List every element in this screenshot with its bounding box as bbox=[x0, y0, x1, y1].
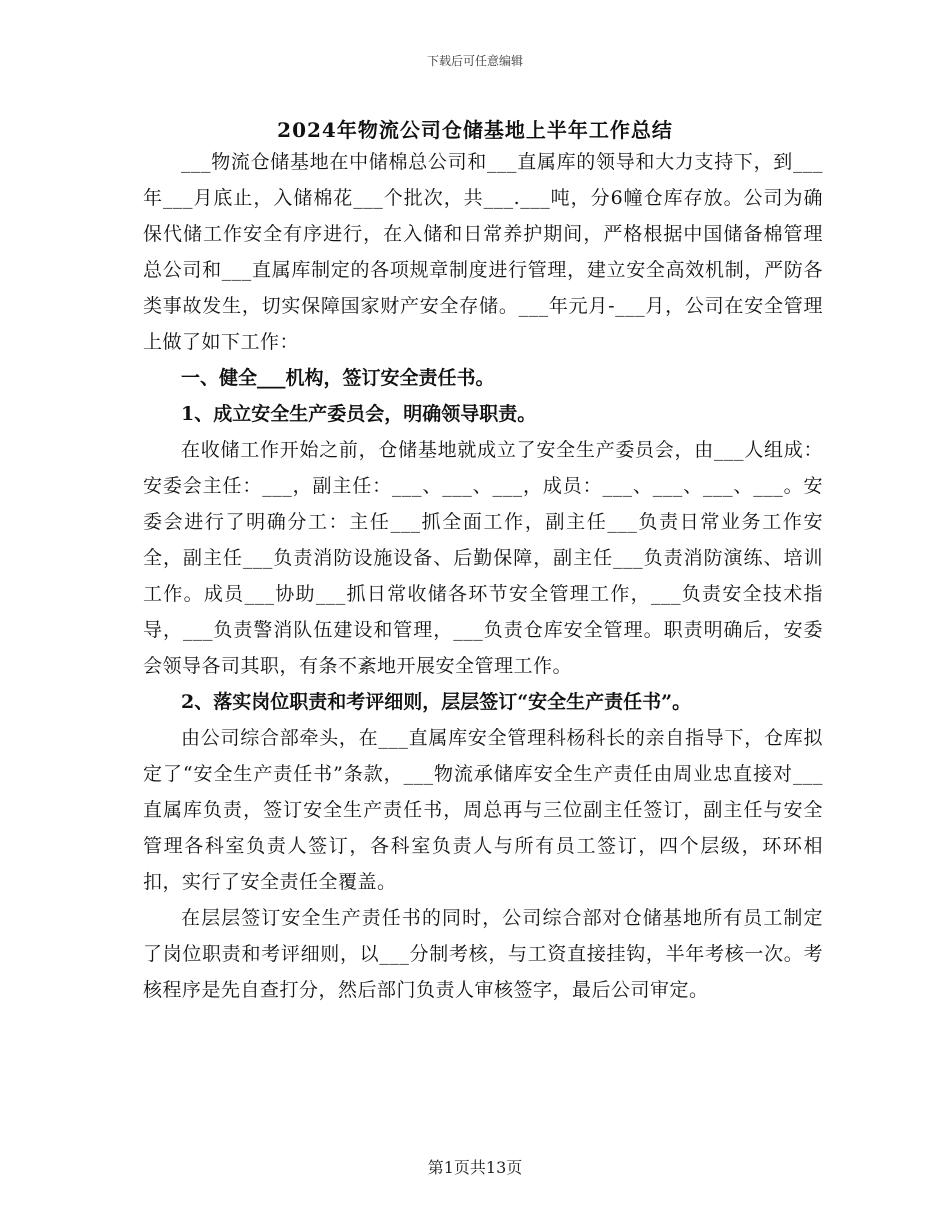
subsection-heading-1: 1、成立安全生产委员会，明确领导职责。 bbox=[181, 403, 537, 425]
download-note: 下载后可任意编辑 bbox=[426, 54, 523, 68]
intro-paragraph: ___物流仓储基地在中储棉总公司和___直属库的领导和大力支持下，到___年___月底止，入储棉花___个批次，共___.___吨，分6幢仓库存放。公司为确保代储工作安全有序进行，在入储和日常养护期间，严格根据中国储备棉管理总公司和___直属库制定的各项规章制度进行管理，建立安全高效机制，严防各类事故发生，切实保障国家财产安全存储。___年元月-___月，公司在安全管理上做了如下工作： bbox=[143, 151, 823, 353]
document-title: 2024年物流公司仓储基地上半年工作总结 bbox=[277, 118, 673, 142]
section-heading-1: 一、健全___机构，签订安全责任书。 bbox=[181, 367, 495, 389]
responsibility-paragraph: 由公司综合部牵头，在___直属库安全管理科杨科长的亲自指导下，仓库拟定了“安全生产责任书”条款，___物流承储库安全生产责任由周业忠直接对___直属库负责，签订安全生产责任书，周总再与三位副主任签订，副主任与安全管理各科室负责人签订，各科室负责人与所有员工签订，四个层级，环环相扣，实行了安全责任全覆盖。 bbox=[143, 727, 823, 893]
subsection-heading-2: 2、落实岗位职责和考评细则，层层签订“安全生产责任书”。 bbox=[181, 691, 692, 713]
assessment-paragraph: 在层层签订安全生产责任书的同时，公司综合部对仓储基地所有员工制定了岗位职责和考评细则，以___分制考核，与工资直接挂钩，半年考核一次。考核程序是先自查打分，然后部门负责人审核签字，最后公司审定。 bbox=[143, 907, 823, 1001]
page-number: 第1页共13页 bbox=[427, 1158, 523, 1177]
document-body bbox=[143, 144, 823, 1008]
committee-paragraph: 在收储工作开始之前，仓储基地就成立了安全生产委员会，由___人组成：安委会主任：___，副主任：___、___、___，成员：___、___、___、___。安委会进行了明确分工：主任___抓全面工作，副主任___负责日常业务工作安全，副主任___负责消防设施设备、后勤保障，副主任___负责消防演练、培训工作。成员___协助___抓日常收储各环节安全管理工作，___负责安全技术指导，___负责警消队伍建设和管理，___负责仓库安全管理。职责明确后，安委会领导各司其职，有条不紊地开展安全管理工作。 bbox=[143, 439, 823, 677]
